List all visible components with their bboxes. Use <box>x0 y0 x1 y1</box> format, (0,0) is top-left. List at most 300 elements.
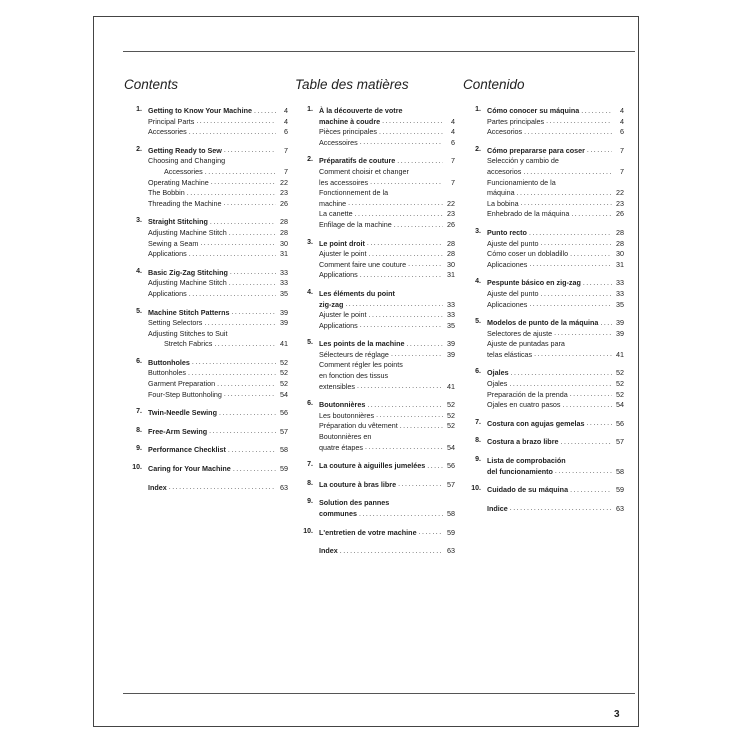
entry-title: Modelos de punto de la máquina <box>487 318 599 328</box>
entry-page-number: 31 <box>447 270 455 280</box>
entry-page-number: 30 <box>280 238 288 248</box>
toc-entry <box>463 228 624 270</box>
toc-entry <box>463 318 624 360</box>
entry-number: 1. <box>307 106 313 113</box>
toc-subentry-line <box>124 178 288 189</box>
entry-number: 9. <box>136 445 142 453</box>
column-heading: Contents <box>124 77 179 92</box>
entry-page-number: 33 <box>447 310 455 320</box>
toc-entry <box>124 483 288 494</box>
entry-page-number: 22 <box>616 188 624 198</box>
toc-subentry-line <box>463 188 624 199</box>
page-number: 3 <box>614 709 620 720</box>
entry-page-number: 4 <box>284 116 288 126</box>
entry-title: Costura a brazo libre <box>487 437 559 447</box>
toc-subentry-line <box>124 188 288 199</box>
entry-page-number: 30 <box>447 259 455 269</box>
toc-entry <box>463 146 624 220</box>
entry-number: 10. <box>471 485 481 493</box>
entry-page-number: 4 <box>620 106 624 115</box>
dot-leader <box>587 146 612 156</box>
entry-page-number: 28 <box>616 227 624 237</box>
entry-title: Performance Checklist <box>148 445 226 455</box>
dot-leader <box>204 319 276 329</box>
dot-leader <box>554 329 612 339</box>
entry-title: Sélecteurs de réglage <box>319 349 389 359</box>
dot-leader <box>200 239 276 249</box>
entry-title: Threading the Machine <box>148 198 222 208</box>
entry-page-number: 52 <box>280 379 288 389</box>
entry-title: Enfilage de la machine <box>319 219 392 229</box>
entry-title: Machine Stitch Patterns <box>148 307 230 317</box>
entry-title: Aplicaciones <box>487 299 528 309</box>
entry-title: La canette <box>319 209 353 219</box>
dot-leader <box>233 465 276 475</box>
dot-leader <box>189 290 276 300</box>
toc-heading-line <box>124 483 288 494</box>
dot-leader <box>397 157 443 167</box>
entry-title: Buttonholes <box>148 357 190 367</box>
entry-page-number: 52 <box>447 421 455 431</box>
entry-page-number: 52 <box>280 368 288 378</box>
entry-number: 6. <box>136 357 142 365</box>
entry-title: Les points de la machine <box>319 339 405 349</box>
toc-heading-line <box>295 400 455 411</box>
entry-title: Twin-Needle Sewing <box>148 408 217 418</box>
toc-subentry-line <box>295 188 455 199</box>
entry-title: Applications <box>148 249 187 259</box>
dot-leader <box>570 486 612 496</box>
dot-leader <box>511 369 612 379</box>
entry-number: 9. <box>307 498 313 506</box>
entry-title: Ojales <box>487 379 508 389</box>
toc-subentry-line <box>124 329 288 340</box>
toc-subentry-line <box>463 329 624 340</box>
contents-column-spanish <box>463 77 624 522</box>
entry-title: Caring for Your Machine <box>148 464 231 474</box>
dot-leader <box>400 422 443 432</box>
toc-subentry-line <box>295 443 455 454</box>
dot-leader <box>586 419 612 429</box>
entry-title: communes <box>319 509 357 518</box>
dot-leader <box>370 178 443 188</box>
entry-page-number: 28 <box>447 238 455 248</box>
entry-title: Ojales <box>487 368 509 378</box>
dot-leader <box>192 358 276 368</box>
dot-leader <box>583 279 612 289</box>
column-heading: Contenido <box>463 77 525 92</box>
entry-title: Four-Step Buttonholing <box>148 389 222 399</box>
toc-subentry-line <box>295 249 455 260</box>
dot-leader <box>570 250 612 260</box>
dot-leader <box>529 300 612 310</box>
entry-number: 9. <box>475 456 481 464</box>
entry-page-number: 4 <box>451 127 455 137</box>
toc-entry <box>295 480 455 491</box>
entry-title: Comment choisir et changer <box>319 166 409 176</box>
toc-entry <box>463 106 624 138</box>
entry-title: Accessories <box>164 166 203 176</box>
toc-entry <box>295 339 455 392</box>
dot-leader <box>376 411 443 421</box>
entry-page-number: 33 <box>280 278 288 288</box>
toc-heading-line <box>463 106 624 117</box>
entry-page-number: 7 <box>451 177 455 187</box>
entry-number: 2. <box>475 145 481 153</box>
dot-leader <box>408 260 443 270</box>
toc-subentry-line <box>295 421 455 432</box>
toc-heading-line <box>295 300 455 311</box>
toc-subentry-line <box>463 249 624 260</box>
entry-page-number: 23 <box>447 209 455 219</box>
entry-page-number: 33 <box>447 299 455 309</box>
dot-leader <box>345 300 443 310</box>
entry-title: Setting Selectors <box>148 318 203 328</box>
toc-heading-line <box>124 445 288 456</box>
entry-page-number: 58 <box>280 445 288 455</box>
dot-leader <box>205 168 276 178</box>
toc-heading-line <box>124 358 288 369</box>
entry-page-number: 6 <box>451 137 455 147</box>
toc-heading-line <box>463 228 624 239</box>
entry-title: Pièces principales <box>319 127 377 137</box>
entry-title: Ajuste de puntadas para <box>487 339 565 349</box>
entry-title: L'entretien de votre machine <box>319 527 417 537</box>
entry-title: Boutonnières <box>319 400 366 410</box>
dot-leader <box>521 199 612 209</box>
entry-page-number: 54 <box>280 389 288 399</box>
entry-number: 5. <box>307 339 313 347</box>
dot-leader <box>187 189 276 199</box>
entry-page-number: 57 <box>280 426 288 436</box>
toc-subentry-line <box>124 117 288 128</box>
dot-leader <box>189 250 276 260</box>
entry-title: La couture à aiguilles jumelées <box>319 461 426 471</box>
toc-entry <box>463 368 624 410</box>
toc-entry <box>463 456 624 477</box>
entry-page-number: 52 <box>280 357 288 367</box>
toc-heading-line <box>295 480 455 491</box>
entry-title: Préparatifs de couture <box>319 156 396 166</box>
toc-entry <box>124 308 288 350</box>
entry-page-number: 31 <box>280 249 288 259</box>
dot-leader <box>524 128 612 138</box>
entry-title: Ajuste del punto <box>487 238 539 248</box>
dot-leader <box>348 199 443 209</box>
toc-subentry-line <box>295 411 455 422</box>
column-heading: Table des matières <box>295 77 409 92</box>
dot-leader <box>369 250 443 260</box>
entry-title: Accessories <box>148 127 187 137</box>
bottom-rule <box>123 693 635 694</box>
dot-leader <box>529 229 612 239</box>
entry-page-number: 4 <box>451 116 455 126</box>
entry-title: Buttonholes <box>148 368 186 378</box>
dot-leader <box>188 369 276 379</box>
entry-title: Applications <box>319 320 358 330</box>
entry-page-number: 57 <box>616 437 624 447</box>
entry-title: Selección y cambio de <box>487 156 559 166</box>
entry-page-number: 57 <box>447 479 455 489</box>
dot-leader <box>534 350 612 360</box>
entry-page-number: 22 <box>280 177 288 187</box>
entry-page-number: 6 <box>284 127 288 137</box>
entry-page-number: 39 <box>616 328 624 338</box>
dot-leader <box>382 117 443 127</box>
toc-subentry-line <box>124 167 288 178</box>
dot-leader <box>219 409 276 419</box>
toc-subentry-line <box>124 249 288 260</box>
entry-page-number: 30 <box>616 249 624 259</box>
dot-leader <box>367 401 443 411</box>
entry-title: La couture à bras libre <box>319 479 397 489</box>
entry-title: Costura con agujas gemelas <box>487 418 585 428</box>
dot-leader <box>360 271 443 281</box>
toc-entry <box>295 156 455 230</box>
entry-title: Ajuste del punto <box>487 288 539 298</box>
toc-subentry-line <box>463 117 624 128</box>
entry-number: 6. <box>307 400 313 408</box>
entry-page-number: 35 <box>447 320 455 330</box>
entry-page-number: 22 <box>447 198 455 208</box>
entry-title: Préparation du vêtement <box>319 421 398 431</box>
toc-subentry-line <box>295 432 455 443</box>
entry-page-number: 54 <box>616 400 624 410</box>
dot-leader <box>224 390 276 400</box>
entry-page-number: 26 <box>280 198 288 208</box>
entry-page-number: 35 <box>616 299 624 309</box>
entry-page-number: 59 <box>616 485 624 495</box>
toc-subentry-line <box>463 199 624 210</box>
entry-number: 8. <box>475 437 481 445</box>
entry-page-number: 63 <box>447 546 455 556</box>
toc-heading-line <box>463 504 624 515</box>
entry-page-number: 52 <box>616 379 624 389</box>
dot-leader <box>169 483 276 493</box>
entry-number: 3. <box>307 238 313 246</box>
toc-subentry-line <box>463 300 624 311</box>
toc-entry <box>295 289 455 331</box>
entry-title: Partes principales <box>487 116 545 126</box>
toc-subentry-line <box>463 167 624 178</box>
toc-entry <box>295 546 455 557</box>
entry-title: Getting Ready to Sew <box>148 145 222 155</box>
entry-title: Adjusting Machine Stitch <box>148 227 227 237</box>
entry-title: La bobina <box>487 198 519 208</box>
toc-subentry-line <box>124 368 288 379</box>
entry-page-number: 28 <box>447 249 455 259</box>
entry-title: telas elásticas <box>487 349 533 359</box>
entry-page-number: 58 <box>447 509 455 518</box>
toc-subentry-line <box>124 318 288 329</box>
entry-title: Enhebrado de la máquina <box>487 209 570 219</box>
entry-title: Cuidado de su máquina <box>487 485 569 495</box>
toc-subentry-line <box>124 289 288 300</box>
toc-subentry-line <box>124 156 288 167</box>
toc-subentry-line <box>463 260 624 271</box>
dot-leader <box>510 504 612 514</box>
dot-leader <box>254 107 276 117</box>
toc-subentry-line <box>295 310 455 321</box>
entry-number: 8. <box>136 426 142 434</box>
toc-entry <box>124 106 288 138</box>
toc-subentry-line <box>124 278 288 289</box>
entry-title: en fonction des tissus <box>319 371 389 381</box>
toc-heading-line <box>124 464 288 475</box>
entry-page-number: 41 <box>447 381 455 391</box>
entry-page-number: 26 <box>447 219 455 229</box>
dot-leader <box>541 239 612 249</box>
dot-leader <box>214 340 276 350</box>
toc-entry <box>124 146 288 210</box>
toc-heading-line <box>295 528 455 539</box>
entry-title: máquina <box>487 188 515 198</box>
entry-page-number: 23 <box>280 188 288 198</box>
entry-page-number: 56 <box>447 461 455 471</box>
entry-title: Cómo prepararse para coser <box>487 145 585 155</box>
entry-page-number: 7 <box>284 166 288 176</box>
toc-subentry-line <box>463 379 624 390</box>
toc-subentry-line <box>124 228 288 239</box>
entry-page-number: 56 <box>616 418 624 428</box>
toc-heading-line <box>463 437 624 448</box>
dot-leader <box>427 462 443 472</box>
toc-subentry-line <box>124 390 288 401</box>
entry-title: Pespunte básico en zig-zag <box>487 278 581 288</box>
entry-title: Preparación de la prenda <box>487 389 568 399</box>
toc-entry <box>463 278 624 310</box>
entry-title: Sewing a Seam <box>148 238 199 248</box>
toc-heading-line <box>463 467 624 478</box>
dot-leader <box>541 290 612 300</box>
toc-heading-line <box>295 339 455 350</box>
dot-leader <box>340 547 443 557</box>
dot-leader <box>211 178 276 188</box>
entry-title: Choosing and Changing <box>148 156 226 166</box>
entry-number: 4. <box>136 267 142 275</box>
entry-title: Aplicaciones <box>487 259 528 269</box>
toc-entry <box>463 504 624 515</box>
entry-page-number: 31 <box>616 259 624 269</box>
toc-entry <box>463 485 624 496</box>
dot-leader <box>228 446 276 456</box>
toc-entry <box>295 461 455 472</box>
dot-leader <box>391 350 443 360</box>
entry-page-number: 54 <box>447 442 455 452</box>
entry-title: Index <box>148 482 167 492</box>
entry-title: Boutonnières en <box>319 432 372 442</box>
entry-number: 7. <box>136 408 142 416</box>
contents-column-english <box>124 77 288 501</box>
entry-page-number: 4 <box>284 106 288 115</box>
toc-heading-line <box>295 117 455 128</box>
entry-number: 4. <box>307 288 313 296</box>
entry-page-number: 39 <box>447 339 455 349</box>
toc-subentry-line <box>295 220 455 231</box>
toc-heading-line <box>124 146 288 157</box>
entry-number: 10. <box>303 527 313 535</box>
entry-title: les accessoires <box>319 177 369 187</box>
entry-number: 8. <box>307 479 313 487</box>
dot-leader <box>189 128 276 138</box>
toc-heading-line <box>124 217 288 228</box>
entry-title: del funcionamiento <box>487 466 553 476</box>
toc-heading-line <box>463 318 624 329</box>
entry-title: Basic Zig-Zag Stitching <box>148 267 228 277</box>
entry-page-number: 52 <box>447 410 455 420</box>
toc-entry <box>295 498 455 519</box>
entry-title: Lista de comprobación <box>487 456 566 466</box>
toc-heading-line <box>295 546 455 557</box>
entry-page-number: 56 <box>280 408 288 418</box>
dot-leader <box>570 390 612 400</box>
dot-leader <box>369 311 443 321</box>
entry-title: Adjusting Machine Stitch <box>148 278 227 288</box>
entry-title: Selectores de ajuste <box>487 328 553 338</box>
dot-leader <box>379 128 443 138</box>
entry-page-number: 28 <box>280 227 288 237</box>
entry-page-number: 58 <box>616 466 624 476</box>
entry-page-number: 39 <box>447 349 455 359</box>
toc-entry <box>463 437 624 448</box>
entry-page-number: 28 <box>616 238 624 248</box>
entry-title: Applications <box>148 288 187 298</box>
entry-title: Funcionamiento de la <box>487 177 556 187</box>
toc-heading-line <box>463 456 624 467</box>
entry-title: Indice <box>487 503 508 513</box>
dot-leader <box>224 146 276 156</box>
toc-entry <box>463 419 624 430</box>
toc-entry <box>295 528 455 539</box>
toc-subentry-line <box>295 321 455 332</box>
dot-leader <box>196 117 276 127</box>
toc-entry <box>124 268 288 300</box>
entry-title: Stretch Fabrics <box>164 339 213 349</box>
dot-leader <box>563 401 612 411</box>
entry-title: Accesorios <box>487 127 523 137</box>
entry-title: Les éléments du point <box>319 288 395 298</box>
entry-number: 1. <box>136 106 142 113</box>
dot-leader <box>229 279 276 289</box>
entry-title: Straight Stitching <box>148 217 208 227</box>
entry-page-number: 63 <box>280 482 288 492</box>
dot-leader <box>406 340 443 350</box>
dot-leader <box>224 199 276 209</box>
toc-heading-line <box>463 146 624 157</box>
toc-heading-line <box>295 498 455 509</box>
toc-subentry-line <box>124 339 288 350</box>
toc-entry <box>124 445 288 456</box>
top-rule <box>123 51 635 52</box>
dot-leader <box>360 138 443 148</box>
entry-title: accesorios <box>487 166 522 176</box>
dot-leader <box>355 210 443 220</box>
entry-title: Cómo coser un dobladillo <box>487 249 569 259</box>
entry-title: Adjusting Stitches to Suit <box>148 328 228 338</box>
dot-leader <box>523 168 612 178</box>
dot-leader <box>546 117 612 127</box>
toc-heading-line <box>463 419 624 430</box>
entry-title: Operating Machine <box>148 177 209 187</box>
entry-page-number: 28 <box>280 217 288 227</box>
entry-page-number: 39 <box>280 307 288 317</box>
dot-leader <box>217 380 276 390</box>
entry-title: Ajuster le point <box>319 249 367 259</box>
dot-leader <box>419 528 443 538</box>
entry-title: extensibles <box>319 381 355 391</box>
dot-leader <box>229 229 276 239</box>
toc-entry <box>124 408 288 419</box>
